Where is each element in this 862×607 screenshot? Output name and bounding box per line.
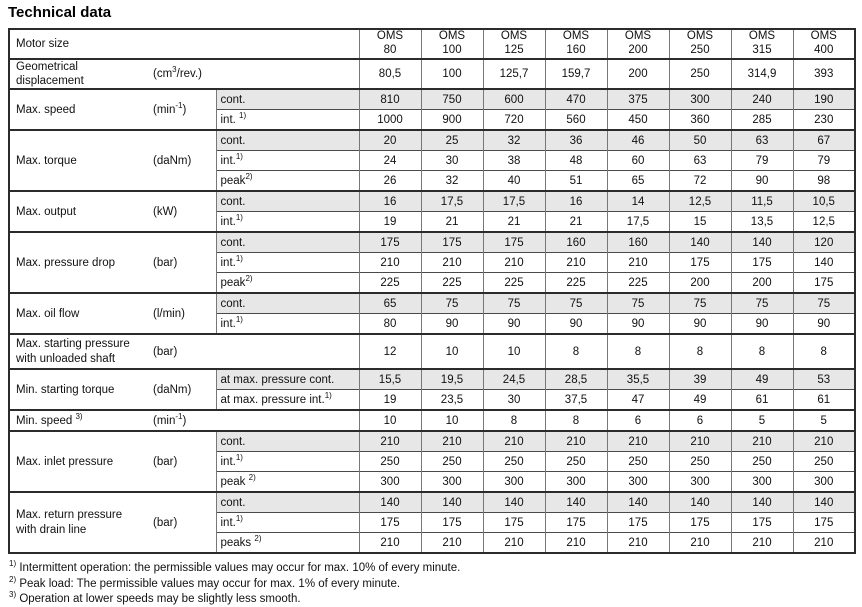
row-sublabel: at max. pressure cont. [216,369,359,390]
value-cell: 80,5 [359,59,421,90]
value-cell: 50 [669,130,731,151]
row-unit: $(\min^{-1})$ [149,410,216,431]
value-cell: 225 [359,273,421,294]
value-cell: 210 [545,431,607,452]
value-cell: 19,5 [421,369,483,390]
row-label: Max. torque [9,130,149,191]
row-label: Max. starting pressure with unloaded shaft [9,334,149,369]
value-cell: 175 [669,513,731,533]
value-cell: 225 [421,273,483,294]
value-cell: 63 [669,151,731,171]
value-cell: 175 [793,273,855,294]
value-cell: 65 [359,293,421,314]
superscript-note-ref: 2) [248,473,256,483]
value-cell: 61 [793,390,855,411]
row-sublabel [216,334,359,369]
row-group [9,492,855,553]
value-cell: 225 [483,273,545,294]
value-cell: 75 [793,293,855,314]
value-cell: 210 [421,533,483,554]
value-cell: 210 [669,431,731,452]
value-cell: 210 [731,431,793,452]
value-cell: 175 [421,232,483,253]
value-cell: 75 [607,293,669,314]
value-cell: 75 [545,293,607,314]
value-cell: 250 [669,452,731,472]
value-cell: 140 [731,232,793,253]
row-sublabel [216,59,359,90]
value-cell: 10 [421,410,483,431]
row-label: Max. pressure drop [9,232,149,293]
value-cell: 37,5 [545,390,607,411]
value-cell: 8 [545,410,607,431]
value-cell: 210 [793,431,855,452]
value-cell: 12 [359,334,421,369]
superscript-note-ref: 2) [254,534,262,544]
value-cell: 175 [731,253,793,273]
value-cell: 560 [545,110,607,131]
row-sublabel: peaks $^{2)}$ [216,533,359,554]
value-cell: 79 [793,151,855,171]
row-group [9,89,855,130]
value-cell: 90 [483,314,545,335]
row-sublabel: cont. [216,431,359,452]
superscript-note-ref: 1) [324,391,332,401]
column-header-oms-125: OMS 125 [483,29,545,59]
row-unit: (bar) [149,334,216,369]
value-cell: 16 [545,191,607,212]
value-cell: 6 [607,410,669,431]
value-cell: 300 [545,472,607,493]
value-cell: 175 [545,513,607,533]
table-header [9,29,855,59]
row-unit: (kW) [149,191,216,232]
value-cell: 300 [793,472,855,493]
value-cell: 21 [421,212,483,233]
value-cell: 13,5 [731,212,793,233]
value-cell: 210 [359,431,421,452]
value-cell: 175 [359,513,421,533]
column-header-oms-80: OMS 80 [359,29,421,59]
value-cell: 19 [359,212,421,233]
value-cell: 8 [607,334,669,369]
row-unit: $(cm^3/rev.)$ [149,59,216,90]
value-cell: 20 [359,130,421,151]
value-cell: 90 [731,314,793,335]
table-row [9,232,855,253]
value-cell: 240 [731,89,793,110]
value-cell: 39 [669,369,731,390]
row-unit: (daNm) [149,369,216,410]
row-sublabel: int.$^{1)}$ [216,253,359,273]
superscript-note-ref: 1) [235,152,243,162]
superscript-note-ref: -1 [175,101,183,111]
value-cell: 79 [731,151,793,171]
value-cell: 49 [731,369,793,390]
value-cell: 40 [483,171,545,192]
value-cell: 210 [545,253,607,273]
value-cell: 210 [483,253,545,273]
row-sublabel: int.$^{1)}$ [216,452,359,472]
row-group [9,232,855,293]
value-cell: 90 [731,171,793,192]
value-cell: 300 [731,472,793,493]
value-cell: 140 [545,492,607,513]
value-cell: 140 [793,492,855,513]
row-sublabel: cont. [216,232,359,253]
superscript-note-ref: 1) [239,111,247,121]
value-cell: 6 [669,410,731,431]
table-row [9,431,855,452]
row-group [9,191,855,232]
value-cell: 8 [731,334,793,369]
row-group [9,369,855,410]
value-cell: 140 [607,492,669,513]
value-cell: 250 [483,452,545,472]
column-header-oms-160: OMS 160 [545,29,607,59]
value-cell: 393 [793,59,855,90]
value-cell: 10,5 [793,191,855,212]
row-sublabel: int.$^{1)}$ [216,314,359,335]
technical-data-table [8,28,856,554]
value-cell: 210 [793,533,855,554]
value-cell: 210 [607,533,669,554]
row-label: Max. speed [9,89,149,130]
row-sublabel: cont. [216,130,359,151]
row-sublabel: peak$^{2)}$ [216,171,359,192]
value-cell: 300 [607,472,669,493]
row-group [9,59,855,90]
row-unit: (bar) [149,492,216,553]
row-label: Min. starting torque [9,369,149,410]
value-cell: 5 [731,410,793,431]
value-cell: 25 [421,130,483,151]
value-cell: 600 [483,89,545,110]
value-cell: 300 [669,89,731,110]
value-cell: 90 [421,314,483,335]
value-cell: 175 [421,513,483,533]
superscript-note-ref: 1) [235,315,243,325]
value-cell: 14 [607,191,669,212]
value-cell: 8 [483,410,545,431]
footnote-marker: 1) [9,559,17,569]
table-row [9,89,855,110]
table-row [9,410,855,431]
value-cell: 175 [731,513,793,533]
table-row [9,492,855,513]
value-cell: 210 [359,253,421,273]
value-cell: 10 [483,334,545,369]
value-cell: 250 [793,452,855,472]
value-cell: 140 [669,232,731,253]
row-sublabel: cont. [216,293,359,314]
value-cell: 24 [359,151,421,171]
row-unit: (l/min) [149,293,216,334]
value-cell: 8 [545,334,607,369]
value-cell: 250 [731,452,793,472]
row-label: Max. return pressure with drain line [9,492,149,553]
value-cell: 200 [731,273,793,294]
footnotes [8,561,854,607]
value-cell: 15 [669,212,731,233]
table-row [9,334,855,369]
row-label: Max. inlet pressure [9,431,149,492]
row-sublabel: int.$^{1)}$ [216,212,359,233]
value-cell: 10 [421,334,483,369]
row-sublabel: int.$^{1)}$ [216,151,359,171]
value-cell: 175 [793,513,855,533]
row-sublabel: at max. pressure int.$^{1)}$ [216,390,359,411]
value-cell: 190 [793,89,855,110]
value-cell: 250 [669,59,731,90]
value-cell: 300 [483,472,545,493]
row-sublabel: cont. [216,492,359,513]
value-cell: 75 [483,293,545,314]
value-cell: 720 [483,110,545,131]
superscript-note-ref: 1) [235,254,243,264]
value-cell: 75 [731,293,793,314]
value-cell: 47 [607,390,669,411]
value-cell: 80 [359,314,421,335]
value-cell: 5 [793,410,855,431]
value-cell: 300 [421,472,483,493]
value-cell: 61 [731,390,793,411]
value-cell: 210 [421,253,483,273]
row-sublabel: cont. [216,89,359,110]
value-cell: 51 [545,171,607,192]
row-group [9,130,855,191]
value-cell: 200 [669,273,731,294]
value-cell: 175 [483,513,545,533]
superscript-note-ref: -1 [175,412,183,422]
value-cell: 17,5 [421,191,483,212]
value-cell: 21 [483,212,545,233]
value-cell: 175 [359,232,421,253]
row-sublabel: peak$^{2)}$ [216,273,359,294]
value-cell: 140 [669,492,731,513]
value-cell: 314,9 [731,59,793,90]
value-cell: 16 [359,191,421,212]
row-sublabel: int.$^{1)}$ [216,513,359,533]
value-cell: 100 [421,59,483,90]
column-header-oms-315: OMS 315 [731,29,793,59]
table-row [9,191,855,212]
value-cell: 175 [607,513,669,533]
value-cell: 360 [669,110,731,131]
value-cell: 98 [793,171,855,192]
value-cell: 8 [669,334,731,369]
value-cell: 210 [483,533,545,554]
row-unit: (daNm) [149,130,216,191]
value-cell: 17,5 [607,212,669,233]
value-cell: 140 [483,492,545,513]
value-cell: 38 [483,151,545,171]
value-cell: 53 [793,369,855,390]
value-cell: 125,7 [483,59,545,90]
value-cell: 90 [793,314,855,335]
value-cell: 21 [545,212,607,233]
value-cell: 450 [607,110,669,131]
footnote-1: $^{1)}$ Intermittent operation: the permissible values may occur for max. 10% of every minute. [9,559,461,575]
row-group [9,431,855,492]
value-cell: 225 [607,273,669,294]
value-cell: 210 [359,533,421,554]
superscript-note-ref: 1) [235,514,243,524]
value-cell: 210 [669,533,731,554]
row-group [9,334,855,369]
value-cell: 140 [793,253,855,273]
value-cell: 120 [793,232,855,253]
row-group [9,293,855,334]
header-motor-size-label: Motor size [9,29,359,59]
row-label: Min. speed $^{3)}$ [9,410,149,431]
value-cell: 17,5 [483,191,545,212]
value-cell: 470 [545,89,607,110]
value-cell: 375 [607,89,669,110]
column-header-oms-400: OMS 400 [793,29,855,59]
row-unit: (bar) [149,232,216,293]
superscript-note-ref: 3) [75,411,83,421]
value-cell: 175 [483,232,545,253]
value-cell: 225 [545,273,607,294]
value-cell: 900 [421,110,483,131]
value-cell: 210 [607,431,669,452]
value-cell: 24,5 [483,369,545,390]
row-label: Max. output [9,191,149,232]
value-cell: 12,5 [793,212,855,233]
table-row [9,369,855,390]
value-cell: 32 [483,130,545,151]
table-row [9,130,855,151]
footnote-3: $^{3)}$ Operation at lower speeds may be slightly less smooth. [9,589,301,605]
row-label: Max. oil flow [9,293,149,334]
superscript-note-ref: 3 [172,65,177,75]
row-unit: (bar) [149,431,216,492]
footnote-2: $^{2)}$ Peak load: The permissible values may occur for max. 1% of every minute. [9,574,401,590]
value-cell: 250 [607,452,669,472]
superscript-note-ref: 2) [245,172,253,182]
value-cell: 28,5 [545,369,607,390]
superscript-note-ref: 1) [235,453,243,463]
value-cell: 159,7 [545,59,607,90]
value-cell: 210 [421,431,483,452]
row-label: Geometrical displacement [9,59,149,90]
value-cell: 35,5 [607,369,669,390]
value-cell: 210 [731,533,793,554]
value-cell: 11,5 [731,191,793,212]
value-cell: 32 [421,171,483,192]
value-cell: 175 [669,253,731,273]
value-cell: 230 [793,110,855,131]
value-cell: 65 [607,171,669,192]
footnote-marker: 2) [9,574,17,584]
value-cell: 810 [359,89,421,110]
value-cell: 210 [607,253,669,273]
superscript-note-ref: 1) [235,213,243,223]
value-cell: 300 [669,472,731,493]
superscript-note-ref: 2) [245,274,253,284]
value-cell: 60 [607,151,669,171]
value-cell: 750 [421,89,483,110]
value-cell: 250 [545,452,607,472]
header-row [9,29,855,59]
value-cell: 200 [607,59,669,90]
column-header-oms-250: OMS 250 [669,29,731,59]
row-sublabel: peak $^{2)}$ [216,472,359,493]
value-cell: 30 [483,390,545,411]
value-cell: 210 [483,431,545,452]
value-cell: 49 [669,390,731,411]
table-row [9,59,855,90]
value-cell: 300 [359,472,421,493]
value-cell: 250 [359,452,421,472]
value-cell: 63 [731,130,793,151]
row-unit: $(\min^{-1})$ [149,89,216,130]
value-cell: 48 [545,151,607,171]
value-cell: 90 [669,314,731,335]
value-cell: 90 [607,314,669,335]
value-cell: 90 [545,314,607,335]
value-cell: 8 [793,334,855,369]
value-cell: 140 [731,492,793,513]
value-cell: 1000 [359,110,421,131]
value-cell: 75 [421,293,483,314]
value-cell: 160 [545,232,607,253]
value-cell: 67 [793,130,855,151]
value-cell: 75 [669,293,731,314]
table-row [9,293,855,314]
row-sublabel: int. $^{1)}$ [216,110,359,131]
value-cell: 210 [545,533,607,554]
value-cell: 160 [607,232,669,253]
value-cell: 285 [731,110,793,131]
value-cell: 15,5 [359,369,421,390]
value-cell: 46 [607,130,669,151]
row-sublabel: cont. [216,191,359,212]
row-group [9,410,855,431]
column-header-oms-100: OMS 100 [421,29,483,59]
value-cell: 19 [359,390,421,411]
value-cell: 72 [669,171,731,192]
page-title: Technical data [8,4,112,21]
column-header-oms-200: OMS 200 [607,29,669,59]
value-cell: 10 [359,410,421,431]
value-cell: 23,5 [421,390,483,411]
value-cell: 12,5 [669,191,731,212]
value-cell: 26 [359,171,421,192]
footnote-marker: 3) [9,589,17,599]
value-cell: 140 [421,492,483,513]
row-sublabel [216,410,359,431]
value-cell: 36 [545,130,607,151]
value-cell: 250 [421,452,483,472]
value-cell: 30 [421,151,483,171]
value-cell: 140 [359,492,421,513]
